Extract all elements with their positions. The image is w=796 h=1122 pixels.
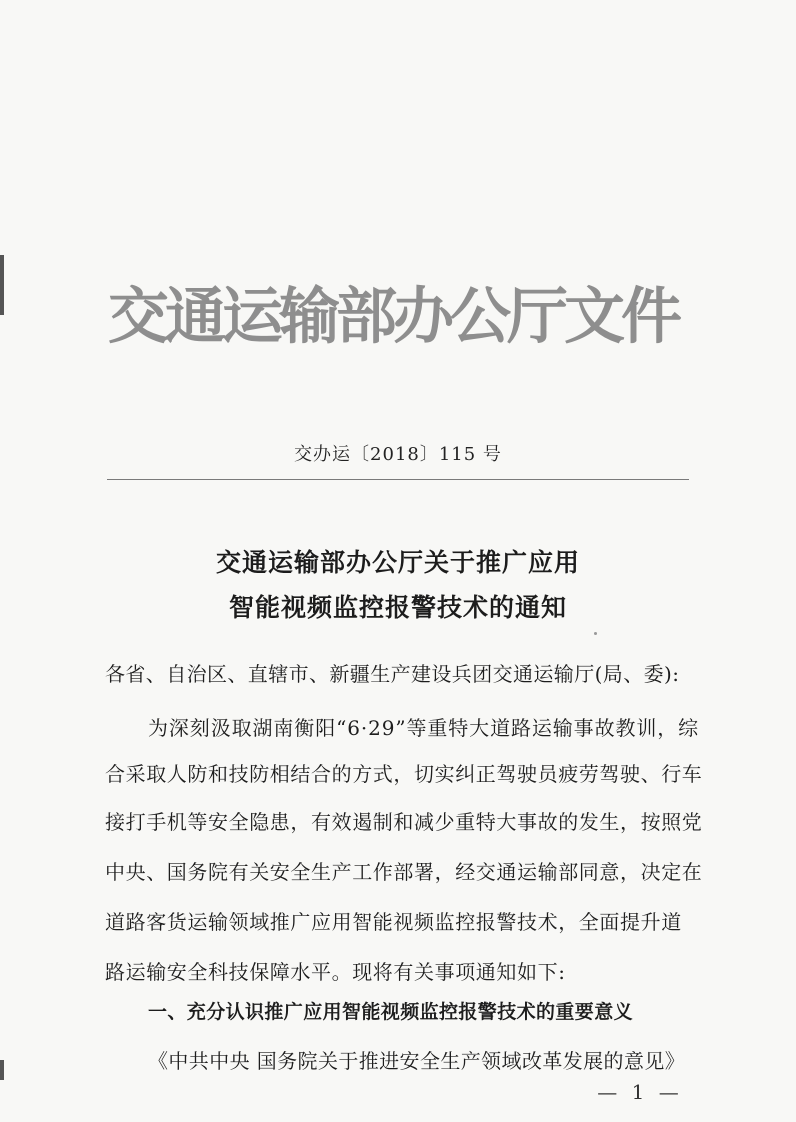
paragraph-line: 道路客货运输领域推广应用智能视频监控报警技术，全面提升道	[105, 910, 682, 934]
salutation: 各省、自治区、直辖市、新疆生产建设兵团交通运输厅(局、委):	[105, 662, 680, 686]
section-heading: 一、充分认识推广应用智能视频监控报警技术的重要意义	[148, 1001, 634, 1023]
paragraph-line: 为深刻汲取湖南衡阳“6·29”等重特大道路运输事故教训，综	[148, 716, 700, 740]
paragraph-line: 路运输安全科技保障水平。现将有关事项通知如下:	[105, 960, 566, 984]
paragraph-line: 合采取人防和技防相结合的方式，切实纠正驾驶员疲劳驾驶、行车	[105, 762, 703, 786]
document-number: 交办运〔2018〕115 号	[294, 444, 502, 465]
paragraph-line: 中央、国务院有关安全生产工作部署，经交通运输部同意，决定在	[105, 860, 703, 884]
document-title-line-2: 智能视频监控报警技术的通知	[228, 593, 567, 622]
document-header: 交通运输部办公厅文件	[108, 281, 679, 352]
scan-edge-mark	[0, 255, 4, 315]
continuation-line: 《中共中央 国务院关于推进安全生产领域改革发展的意见》	[148, 1049, 686, 1073]
scan-speck	[594, 632, 597, 635]
document-title-line-1: 交通运输部办公厅关于推广应用	[215, 548, 580, 577]
scan-edge-mark	[0, 1060, 4, 1080]
paragraph-line: 接打手机等安全隐患，有效遏制和减少重特大事故的发生，按照党	[105, 810, 703, 834]
header-separator	[107, 479, 689, 480]
page-number: — 1 —	[597, 1080, 683, 1104]
